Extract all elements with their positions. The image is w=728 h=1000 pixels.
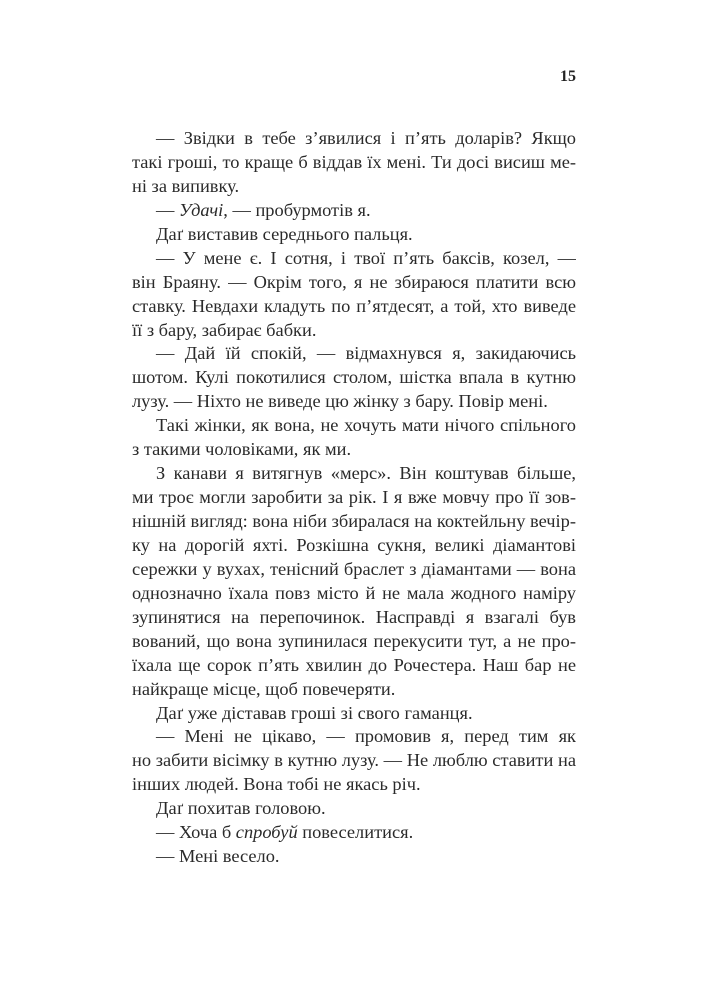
text-span: вований, що вона зупинилася перекусити тут, а не про- [132, 630, 576, 651]
text-line [132, 151, 576, 175]
text-line [132, 199, 576, 223]
text-span: лузу. — Ніхто не виведе цю жінку з бару. Повір мені. [132, 391, 548, 412]
text-span: він Браяну. — Окрім того, я не збираюся платити всю [132, 271, 576, 292]
text-span: Даґ похитав головою. [156, 798, 326, 819]
text-span: її з бару, забирає бабки. [132, 319, 317, 340]
text-line [132, 558, 576, 582]
text-span: Даґ виставив середнього пальця. [156, 223, 413, 244]
text-span: — Мені не цікаво, — промовив я, перед тим як [156, 726, 576, 747]
text-line [132, 797, 576, 821]
italic-text: Удачі [179, 199, 224, 220]
text-span: — У мене є. І сотня, і твої п’ять баксів, козел, — [156, 247, 576, 268]
text-line [132, 366, 576, 390]
text-line [132, 414, 576, 438]
text-line [132, 821, 576, 845]
text-line [132, 702, 576, 726]
text-span: зупинятися на перепочинок. Насправді я взагалі був [132, 606, 576, 627]
text-line [132, 175, 576, 199]
text-span: повеселитися. [297, 822, 414, 843]
text-line [132, 534, 576, 558]
text-span: такі гроші, то краще б віддав їх мені. Ти досі висиш ме- [132, 151, 576, 172]
text-span: однозначно їхала повз місто й не мала жодного наміру [132, 582, 576, 603]
text-span: інших людей. Вона тобі не якась річ. [132, 774, 421, 795]
text-span: , — пробурмотів я. [223, 199, 371, 220]
text-span: З канави я витягнув «мерс». Він коштував більше, [156, 463, 576, 484]
page-number: 15 [560, 68, 576, 85]
text-line [132, 319, 576, 343]
text-span: ми троє могли заробити за рік. І я вже мовчу про її зов- [132, 487, 576, 508]
text-span: Такі жінки, як вона, не хочуть мати нічого спільного [156, 415, 576, 436]
text-line [132, 845, 576, 869]
text-line [132, 749, 576, 773]
text-line [132, 127, 576, 151]
text-span: Даґ уже діставав гроші зі свого гаманця. [156, 702, 473, 723]
text-line [132, 247, 576, 271]
text-line [132, 654, 576, 678]
text-line [132, 295, 576, 319]
text-span: — Мені весело. [156, 846, 280, 867]
body-text [132, 127, 576, 869]
text-line [132, 462, 576, 486]
text-span: найкраще місце, щоб повечеряти. [132, 678, 396, 699]
text-span: ку на дорогій яхті. Розкішна сукня, великі діамантові [132, 534, 576, 555]
text-line [132, 606, 576, 630]
text-line [132, 342, 576, 366]
text-span: шотом. Кулі покотилися столом, шістка впала в кутню [132, 367, 576, 388]
text-span: їхала ще сорок п’ять хвилин до Рочестера. Наш бар не [132, 654, 576, 675]
text-line [132, 486, 576, 510]
text-line [132, 438, 576, 462]
text-span: — Дай їй спокій, — відмахнувся я, закидаючись [156, 343, 576, 364]
text-line [132, 725, 576, 749]
text-line [132, 510, 576, 534]
text-span: — Хоча б [156, 822, 236, 843]
text-line [132, 223, 576, 247]
text-line [132, 582, 576, 606]
italic-text: спробуй [235, 822, 298, 843]
text-line [132, 390, 576, 414]
text-span: ставку. Невдахи кладуть по п’ятдесят, а той, хто виведе [132, 295, 576, 316]
text-span: — [156, 199, 179, 220]
text-line [132, 630, 576, 654]
text-span: — Звідки в тебе з’явилися і п’ять доларів? Якщо [156, 128, 576, 148]
text-line [132, 678, 576, 702]
text-line [132, 773, 576, 797]
text-span: но забити вісімку в кутню лузу. — Не люблю ставити на [132, 750, 576, 771]
text-line [132, 271, 576, 295]
text-span: з такими чоловіками, як ми. [132, 439, 352, 460]
text-span: ні за випивку. [132, 175, 240, 196]
text-span: нішній вигляд: вона ніби збиралася на коктейльну вечір- [132, 511, 576, 531]
text-span: сережки у вухах, тенісний браслет з діамантами — вона [132, 558, 576, 579]
